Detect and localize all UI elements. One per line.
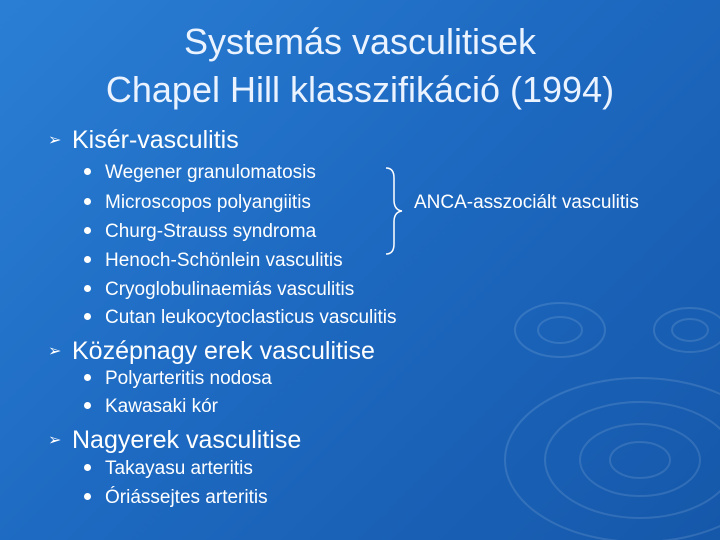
- title-line-2: Chapel Hill klasszifikáció (1994): [105, 69, 615, 110]
- section-kozepnagy-erek: [48, 337, 375, 366]
- list-item: [84, 458, 253, 480]
- list-item: [84, 368, 272, 390]
- list-item-label: Kawasaki kór: [105, 396, 218, 417]
- dot-bullet-icon: [84, 493, 91, 500]
- list-item: [84, 250, 343, 272]
- dot-bullet-icon: [84, 374, 91, 381]
- list-item: [84, 279, 354, 301]
- list-item-label: Henoch-Schönlein vasculitis: [105, 250, 343, 271]
- list-item: [84, 221, 316, 243]
- dot-bullet-icon: [84, 285, 91, 292]
- section-label: Nagyerek vasculitise: [72, 426, 302, 454]
- dot-bullet-icon: [84, 168, 91, 175]
- list-item: [84, 307, 396, 329]
- section-label: Középnagy erek vasculitise: [72, 337, 375, 365]
- anca-annotation: ANCA-asszociált vasculitis: [414, 192, 639, 213]
- arrow-bullet-icon: ➢: [48, 132, 62, 149]
- title-line-1: Systemás vasculitisek: [183, 21, 537, 62]
- list-item-label: Cryoglobulinaemiás vasculitis: [105, 279, 355, 300]
- list-item-label: Wegener granulomatosis: [105, 162, 316, 183]
- dot-bullet-icon: [84, 464, 91, 471]
- list-item: [84, 487, 268, 509]
- list-item-label: Cutan leukocytoclasticus vasculitis: [105, 307, 397, 328]
- dot-bullet-icon: [84, 198, 91, 205]
- section-label: Kisér-vasculitis: [72, 126, 239, 154]
- section-kiser-vasculitis: [48, 126, 239, 155]
- list-item-label: Churg-Strauss syndroma: [105, 221, 317, 242]
- section-nagyerek: [48, 426, 301, 455]
- dot-bullet-icon: [84, 256, 91, 263]
- list-item-label: Takayasu arteritis: [105, 458, 253, 479]
- list-item-label: Óriássejtes arteritis: [105, 487, 268, 508]
- list-item: [84, 162, 316, 184]
- list-item-label: Polyarteritis nodosa: [105, 368, 272, 389]
- list-item: [84, 396, 218, 418]
- arrow-bullet-icon: ➢: [48, 432, 62, 449]
- slide-title: [0, 18, 720, 114]
- arrow-bullet-icon: ➢: [48, 343, 62, 360]
- list-item-label: Microscopos polyangiitis: [105, 192, 311, 213]
- list-item: [84, 192, 311, 214]
- dot-bullet-icon: [84, 227, 91, 234]
- dot-bullet-icon: [84, 402, 91, 409]
- dot-bullet-icon: [84, 313, 91, 320]
- anca-brace: [384, 166, 414, 256]
